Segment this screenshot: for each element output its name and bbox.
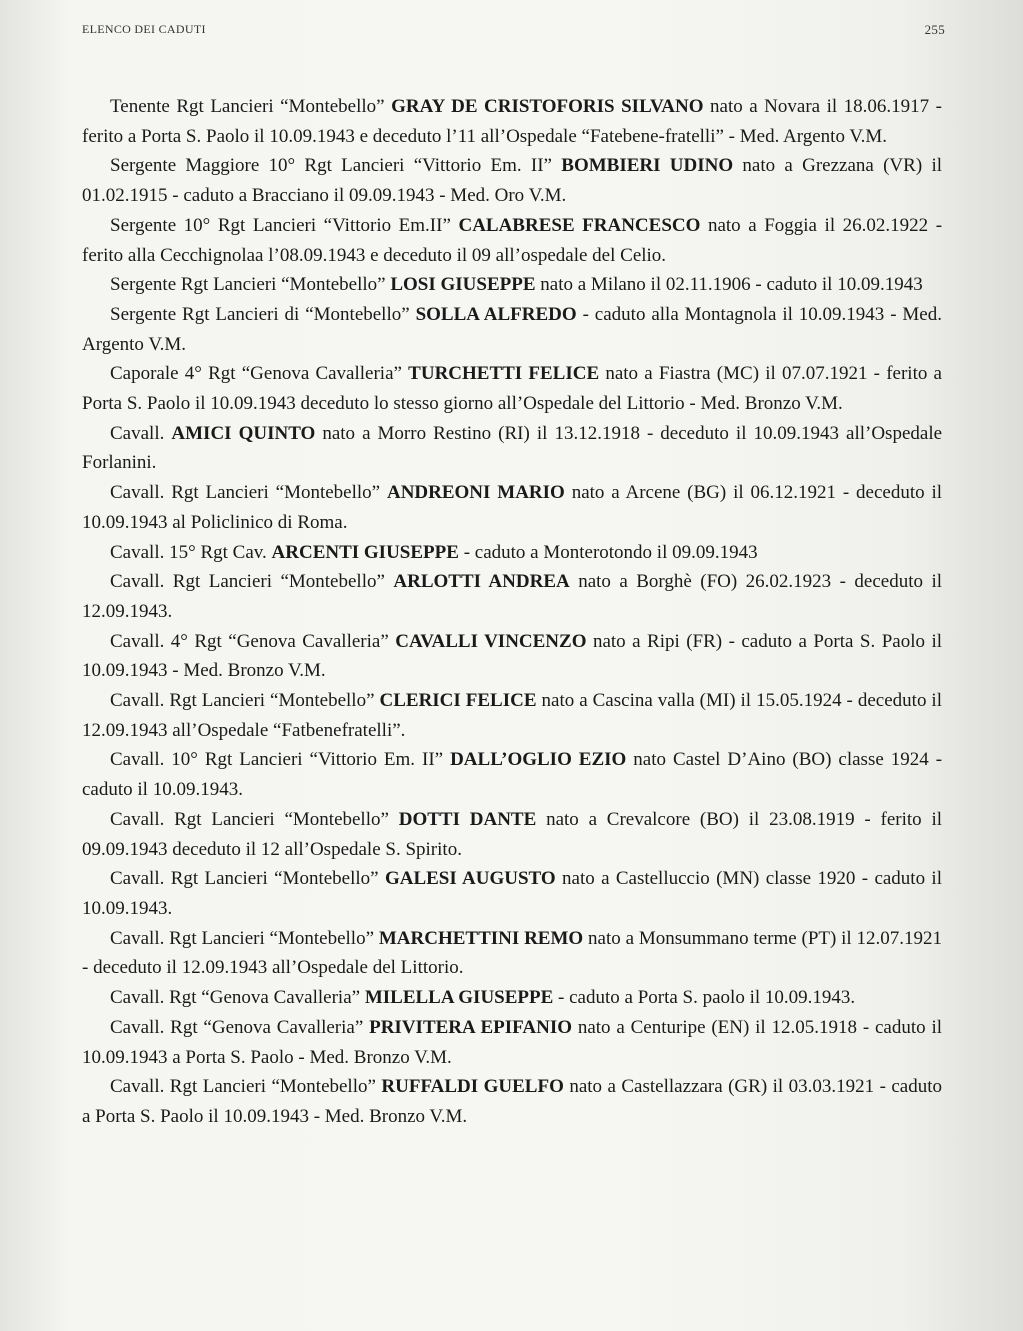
entry-rank-unit: Cavall. Rgt Lancieri “Montebello”: [110, 868, 379, 890]
entry-rank-unit: Cavall. 15° Rgt Cav.: [110, 541, 267, 563]
entry-name: RUFFALDI GUELFO: [381, 1076, 564, 1098]
list-item: [82, 478, 942, 537]
list-item: [82, 864, 942, 923]
entry-rank-unit: Sergente Rgt Lancieri di “Montebello”: [110, 303, 410, 325]
entry-details: - caduto a Porta S. paolo il 10.09.1943.: [558, 987, 856, 1009]
list-item: [82, 686, 942, 745]
entry-details: nato a Castelluccio (MN) classe 1920 - caduto il 10.09.1943.: [82, 868, 942, 919]
entry-details: nato a Crevalcore (BO) il 23.08.1919 - ferito il 09.09.1943 deceduto il 12 all’Ospedale S. Spirito.: [82, 808, 943, 860]
entry-details: nato a Ripi (FR) - caduto a Porta S. Paolo il 10.09.1943 - Med. Bronzo V.M.: [82, 630, 943, 682]
entry-details: nato a Grezzana (VR) il 01.02.1915 - caduto a Bracciano il 09.09.1943 - Med. Oro V.M.: [82, 155, 942, 207]
entry-rank-unit: Cavall.: [110, 422, 165, 444]
casualty-list: [82, 92, 942, 1132]
list-item: [82, 567, 942, 626]
entry-rank-unit: Cavall. 4° Rgt “Genova Cavalleria”: [110, 630, 389, 652]
entry-name: GRAY DE CRISTOFORIS SILVANO: [391, 96, 704, 117]
entry-name: PRIVITERA EPIFANIO: [369, 1016, 572, 1038]
entry-details: nato a Cascina valla (MI) il 15.05.1924 - deceduto il 12.09.1943 all’Ospedale “Fatbenefratelli”.: [82, 690, 942, 741]
list-item: [82, 805, 942, 864]
list-item: [82, 983, 942, 1013]
entry-rank-unit: Tenente Rgt Lancieri “Montebello”: [110, 96, 385, 117]
list-item: [82, 627, 942, 686]
list-item: [82, 1013, 942, 1072]
entry-rank-unit: Cavall. Rgt Lancieri “Montebello”: [110, 808, 389, 830]
list-item: [82, 359, 942, 418]
entry-name: CAVALLI VINCENZO: [395, 630, 587, 652]
entry-details: nato a Borghè (FO) 26.02.1923 - deceduto il 12.09.1943.: [82, 571, 943, 622]
entry-details: nato a Morro Restino (RI) il 13.12.1918 - deceduto il 10.09.1943 all’Ospedale Forlanini.: [82, 422, 943, 474]
entry-name: MARCHETTINI REMO: [378, 927, 584, 949]
entry-name: DOTTI DANTE: [398, 808, 537, 830]
entry-name: CALABRESE FRANCESCO: [458, 214, 701, 236]
list-item: [82, 745, 942, 804]
entry-details: nato a Castellazzara (GR) il 03.03.1921 - caduto a Porta S. Paolo il 10.09.1943 - Med. Bronzo V.M.: [82, 1076, 943, 1127]
page-number: 255: [924, 22, 945, 37]
entry-details: nato a Novara il 18.06.1917 - ferito a Porta S. Paolo il 10.09.1943 e deceduto l’11 all’Ospedale “Fatebene-fratelli” - Med. Argento V.M.: [82, 96, 943, 147]
entry-details: - caduto alla Montagnola il 10.09.1943 - Med. Argento V.M.: [82, 303, 942, 355]
running-head-title: ELENCO DEI CADUTI: [82, 22, 206, 36]
entry-rank-unit: Cavall. Rgt “Genova Cavalleria”: [110, 1016, 364, 1038]
entry-details: nato a Monsummano terme (PT) il 12.07.1921 - deceduto il 12.09.1943 all’Ospedale del Littorio.: [82, 927, 943, 979]
entry-rank-unit: Cavall. 10° Rgt Lancieri “Vittorio Em. II”: [110, 749, 444, 771]
entry-details: nato a Foggia il 26.02.1922 - ferito alla Cecchignolaa l’08.09.1943 e deceduto il 09 all’ospedale del Celio.: [82, 214, 943, 266]
list-item: [82, 419, 942, 478]
entry-name: MILELLA GIUSEPPE: [364, 987, 554, 1009]
entry-name: LOSI GIUSEPPE: [390, 274, 536, 296]
entry-name: GALESI AUGUSTO: [384, 868, 556, 890]
entry-details: - caduto a Monterotondo il 09.09.1943: [463, 541, 758, 563]
entry-rank-unit: Sergente 10° Rgt Lancieri “Vittorio Em.II”: [110, 214, 451, 236]
entry-rank-unit: Cavall. Rgt “Genova Cavalleria”: [110, 987, 361, 1009]
entry-name: ANDREONI MARIO: [386, 482, 565, 504]
entry-name: DALL’OGLIO EZIO: [450, 749, 627, 771]
list-item: [82, 538, 942, 568]
entry-name: ARCENTI GIUSEPPE: [271, 541, 459, 563]
entry-details: nato a Centuripe (EN) il 12.05.1918 - caduto il 10.09.1943 a Porta S. Paolo - Med. Bronzo V.M.: [82, 1016, 943, 1068]
entry-name: CLERICI FELICE: [379, 690, 537, 712]
entry-rank-unit: Cavall. Rgt Lancieri “Montebello”: [110, 482, 381, 504]
entry-rank-unit: Cavall. Rgt Lancieri “Montebello”: [110, 571, 385, 593]
list-item: [82, 300, 942, 359]
entry-rank-unit: Cavall. Rgt Lancieri “Montebello”: [110, 927, 375, 949]
entry-name: SOLLA ALFREDO: [415, 303, 577, 325]
entry-details: nato Castel D’Aino (BO) classe 1924 - caduto il 10.09.1943.: [82, 749, 943, 801]
entry-rank-unit: Caporale 4° Rgt “Genova Cavalleria”: [110, 363, 402, 385]
entry-details: nato a Arcene (BG) il 06.12.1921 - deceduto il 10.09.1943 al Policlinico di Roma.: [82, 482, 943, 533]
list-item: [82, 1072, 942, 1131]
entry-name: AMICI QUINTO: [171, 422, 316, 444]
list-item: [82, 151, 942, 210]
entry-name: BOMBIERI UDINO: [561, 155, 734, 177]
list-item: [82, 270, 942, 300]
entry-rank-unit: Cavall. Rgt Lancieri “Montebello”: [110, 1076, 376, 1098]
entry-rank-unit: Sergente Rgt Lancieri “Montebello”: [110, 274, 386, 296]
entry-rank-unit: Sergente Maggiore 10° Rgt Lancieri “Vittorio Em. II”: [110, 155, 552, 177]
list-item: [82, 211, 942, 270]
entry-rank-unit: Cavall. Rgt Lancieri “Montebello”: [110, 690, 375, 712]
list-item: [82, 924, 942, 983]
entry-name: TURCHETTI FELICE: [408, 363, 600, 385]
entry-name: ARLOTTI ANDREA: [393, 571, 570, 593]
entry-details: nato a Fiastra (MC) il 07.07.1921 - ferito a Porta S. Paolo il 10.09.1943 deceduto lo stesso giorno all’Ospedale del Littorio - Med. Bronzo V.M.: [82, 363, 942, 415]
entry-details: nato a Milano il 02.11.1906 - caduto il 10.09.1943: [540, 274, 923, 296]
list-item: [82, 92, 942, 151]
